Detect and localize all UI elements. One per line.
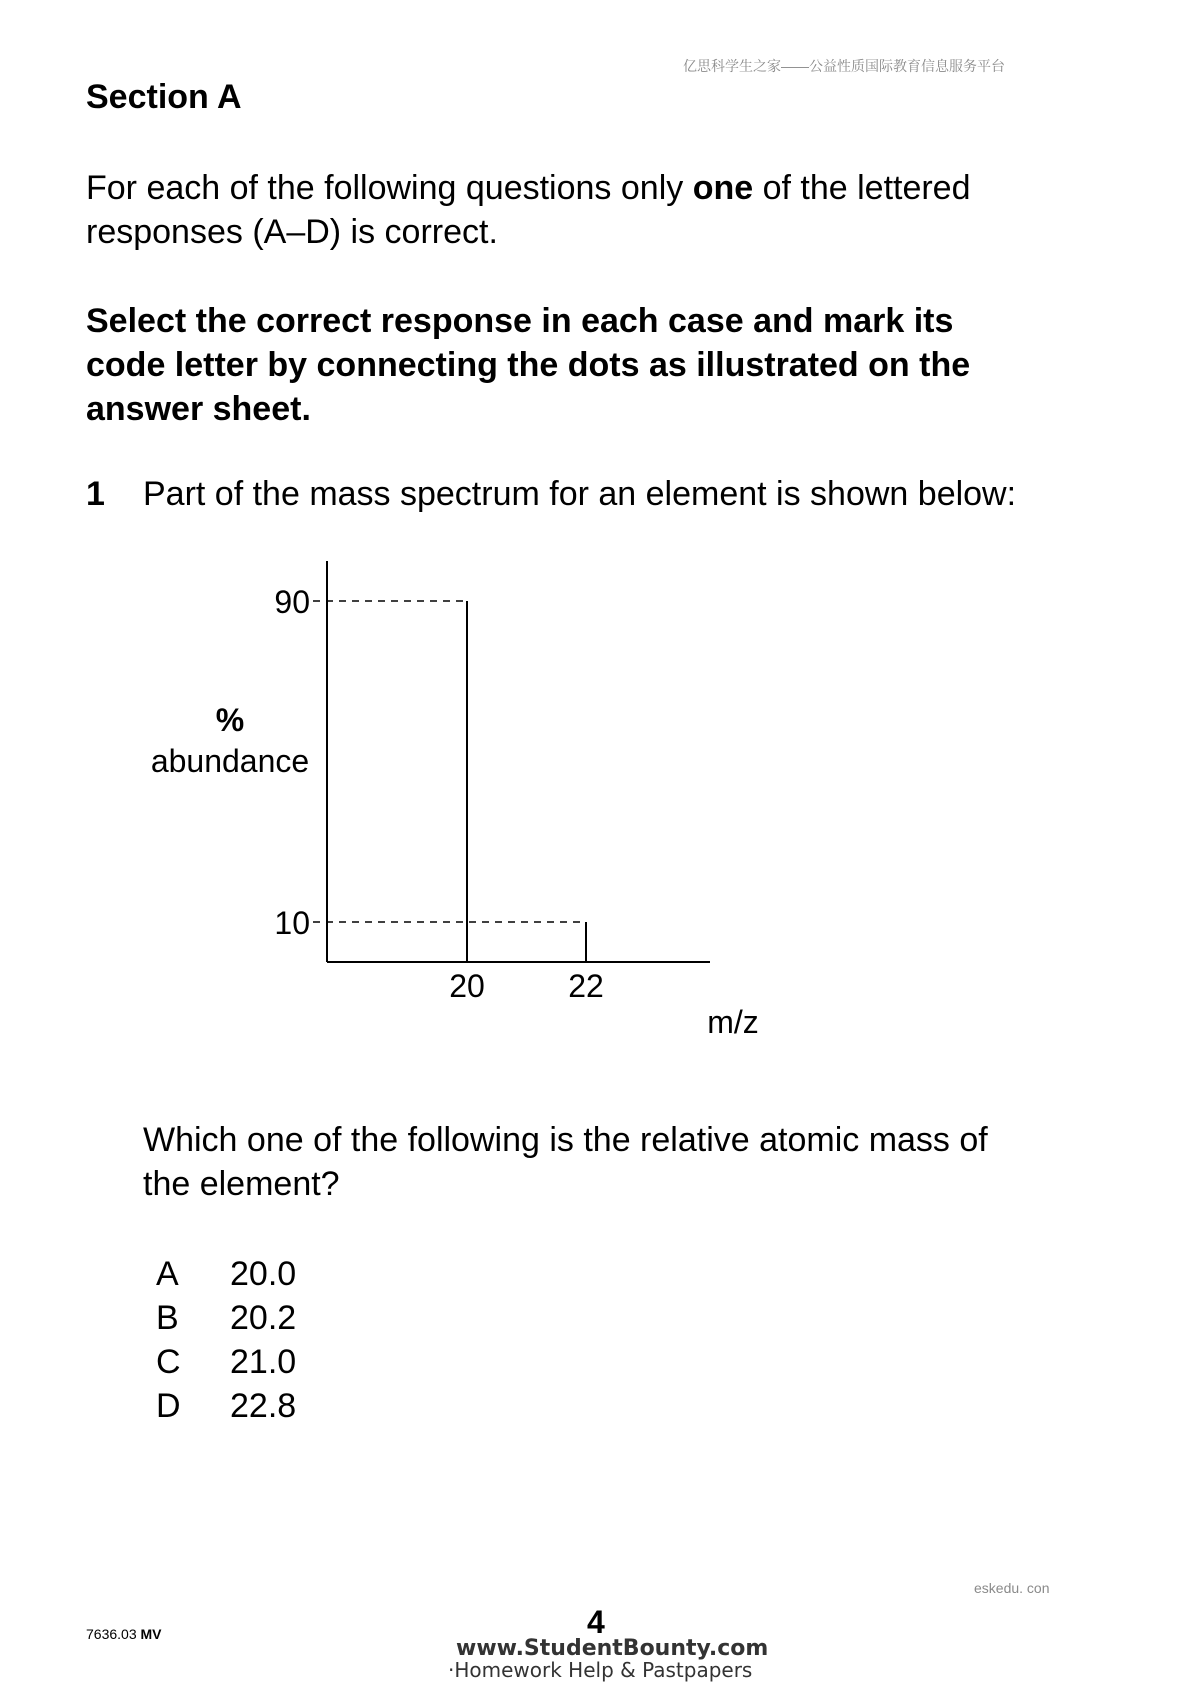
y-axis-label: abundance [150, 743, 310, 779]
option-letter: A [156, 1255, 179, 1293]
option-value: 22.8 [230, 1387, 297, 1425]
option-c [156, 1340, 296, 1384]
y-axis-symbol: % [215, 702, 245, 738]
follow-up-line-1: Which one of the following is the relative atomic mass of [143, 1121, 988, 1159]
follow-up-question [143, 1118, 1143, 1206]
header-watermark: 亿思科学生之家——公益性质国际教育信息服务平台 [683, 58, 1005, 74]
option-letter: B [156, 1299, 179, 1337]
instruction-line-3: answer sheet. [86, 390, 311, 428]
x-tick-label-22: 22 [568, 968, 604, 1004]
y-tick-label-90: 90 [274, 584, 310, 620]
footer-watermark: eskedu. con [974, 1580, 1050, 1596]
x-tick-label-20: 20 [449, 968, 485, 1004]
page-number: 4 [587, 1604, 605, 1640]
intro-text-b: of the lettered [753, 169, 971, 207]
paper-code-suffix: MV [140, 1626, 162, 1642]
intro-line-2: responses (A–D) is correct. [86, 213, 498, 251]
question-number: 1 [86, 475, 105, 513]
y-tick-label-10: 10 [274, 905, 310, 941]
spectrum-bars [467, 601, 586, 962]
option-d [156, 1384, 296, 1428]
x-tick-labels [449, 968, 604, 1004]
paper-code-number: 7636.03 [86, 1626, 137, 1642]
question-text: Part of the mass spectrum for an element is shown below: [143, 475, 1017, 513]
option-value: 20.0 [230, 1255, 297, 1293]
instruction-line-1: Select the correct response in each case and mark its [86, 302, 954, 340]
option-letter: C [156, 1343, 181, 1381]
paper-code [86, 1626, 162, 1642]
instruction-line-2: code letter by connecting the dots as illustrated on the [86, 346, 971, 384]
studentbounty-tagline: ·Homework Help & Pastpapers [448, 1658, 753, 1682]
section-title: Section A [86, 78, 242, 116]
option-letter: D [156, 1387, 181, 1425]
studentbounty-link[interactable]: www.StudentBounty.com [456, 1636, 769, 1661]
intro-text-a: For each of the following questions only [86, 169, 693, 207]
answer-options [156, 1252, 296, 1428]
option-b [156, 1296, 296, 1340]
option-value: 20.2 [230, 1299, 297, 1337]
x-axis-label: m/z [707, 1004, 759, 1040]
guide-lines [313, 601, 586, 922]
option-a [156, 1252, 296, 1296]
option-value: 21.0 [230, 1343, 297, 1381]
follow-up-line-2: the element? [143, 1165, 340, 1203]
intro-emphasis: one [692, 169, 754, 207]
